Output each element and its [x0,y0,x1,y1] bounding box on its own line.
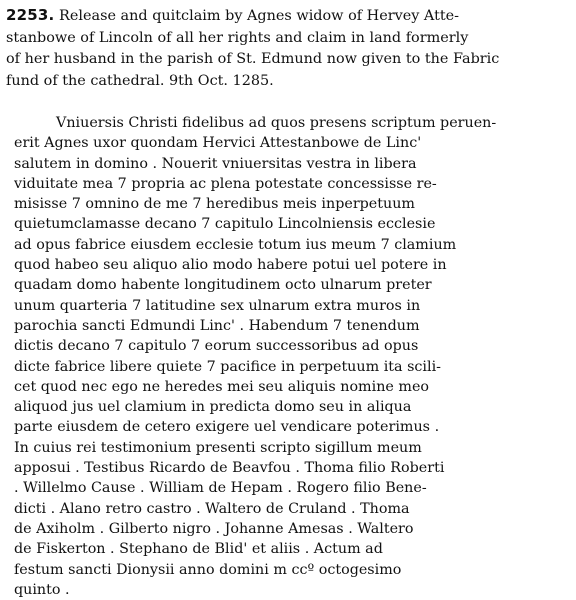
text-line: aliquod jus uel clamium in predicta domo seu in aliqua [14,399,412,416]
text-line: quinto . [14,581,70,598]
text-line: festum sancti Dionysii anno domini m ccº octogesimo [14,561,402,578]
text-line: misisse 7 omnino de me 7 heredibus meis inperpetuum [14,196,415,213]
text-line: salutem in domino . Nouerit vniuersitas vestra in libera [14,155,417,172]
text-line: quod habeo seu aliquo alio modo habere potui uel potere in [14,257,447,274]
entry-number: 2253. [6,6,55,24]
text-line: cet quod nec ego ne heredes mei seu aliquis nomine meo [14,378,430,395]
entry-heading [6,5,572,92]
text-line: quietumclamasse decano 7 capitulo Lincolniensis ecclesie [14,216,436,233]
text-line: viduitate mea 7 propria ac plena potestate concessisse re- [14,175,437,192]
text-line: Vniuersis Christi fidelibus ad quos presens scriptum peruen- [56,115,497,131]
text-line: unum quarteria 7 latitudine sex ulnarum extra muros in [14,297,421,314]
text-line: parochia sancti Edmundi Linc' . Habendum 7 tenendum [14,317,420,334]
heading-line [6,5,572,28]
text-line: parte eiusdem de cetero exigere uel vendicare poterimus . [14,419,440,436]
heading-line: of her husband in the parish of St. Edmund now given to the Fabric [6,51,500,67]
text-line: erit Agnes uxor quondam Hervici Attestanbowe de Linc' [14,135,422,152]
text-line: de Fiskerton . Stephano de Blid' et aliis . Actum ad [14,541,383,558]
text-line: dicte fabrice libere quiete 7 pacifice in perpetuum ita scili- [14,358,441,375]
heading-line-text: Release and quitclaim by Agnes widow of Hervey Atte- [59,8,460,24]
text-line: apposui . Testibus Ricardo de Beavfou . Thoma filio Roberti [14,460,445,477]
text-line: . Willelmo Cause . William de Hepam . Rogero filio Bene- [14,480,427,497]
text-line: In cuius rei testimonium presenti scripto sigillum meum [14,439,422,456]
text-line: ad opus fabrice eiusdem ecclesie totum ius meum 7 clamium [14,236,457,253]
text-line: dicti . Alano retro castro . Waltero de Cruland . Thoma [14,500,410,517]
heading-line: stanbowe of Lincoln of all her rights and claim in land formerly [6,29,469,46]
charter-text [14,113,572,600]
text-line: de Axiholm . Gilberto nigro . Johanne Amesas . Waltero [14,520,414,537]
text-line: dictis decano 7 capitulo 7 eorum successoribus ad opus [14,338,419,355]
heading-line: fund of the cathedral. 9th Oct. 1285. [6,72,274,89]
text-line: quadam domo habente longitudinem octo ulnarum preter [14,277,432,294]
